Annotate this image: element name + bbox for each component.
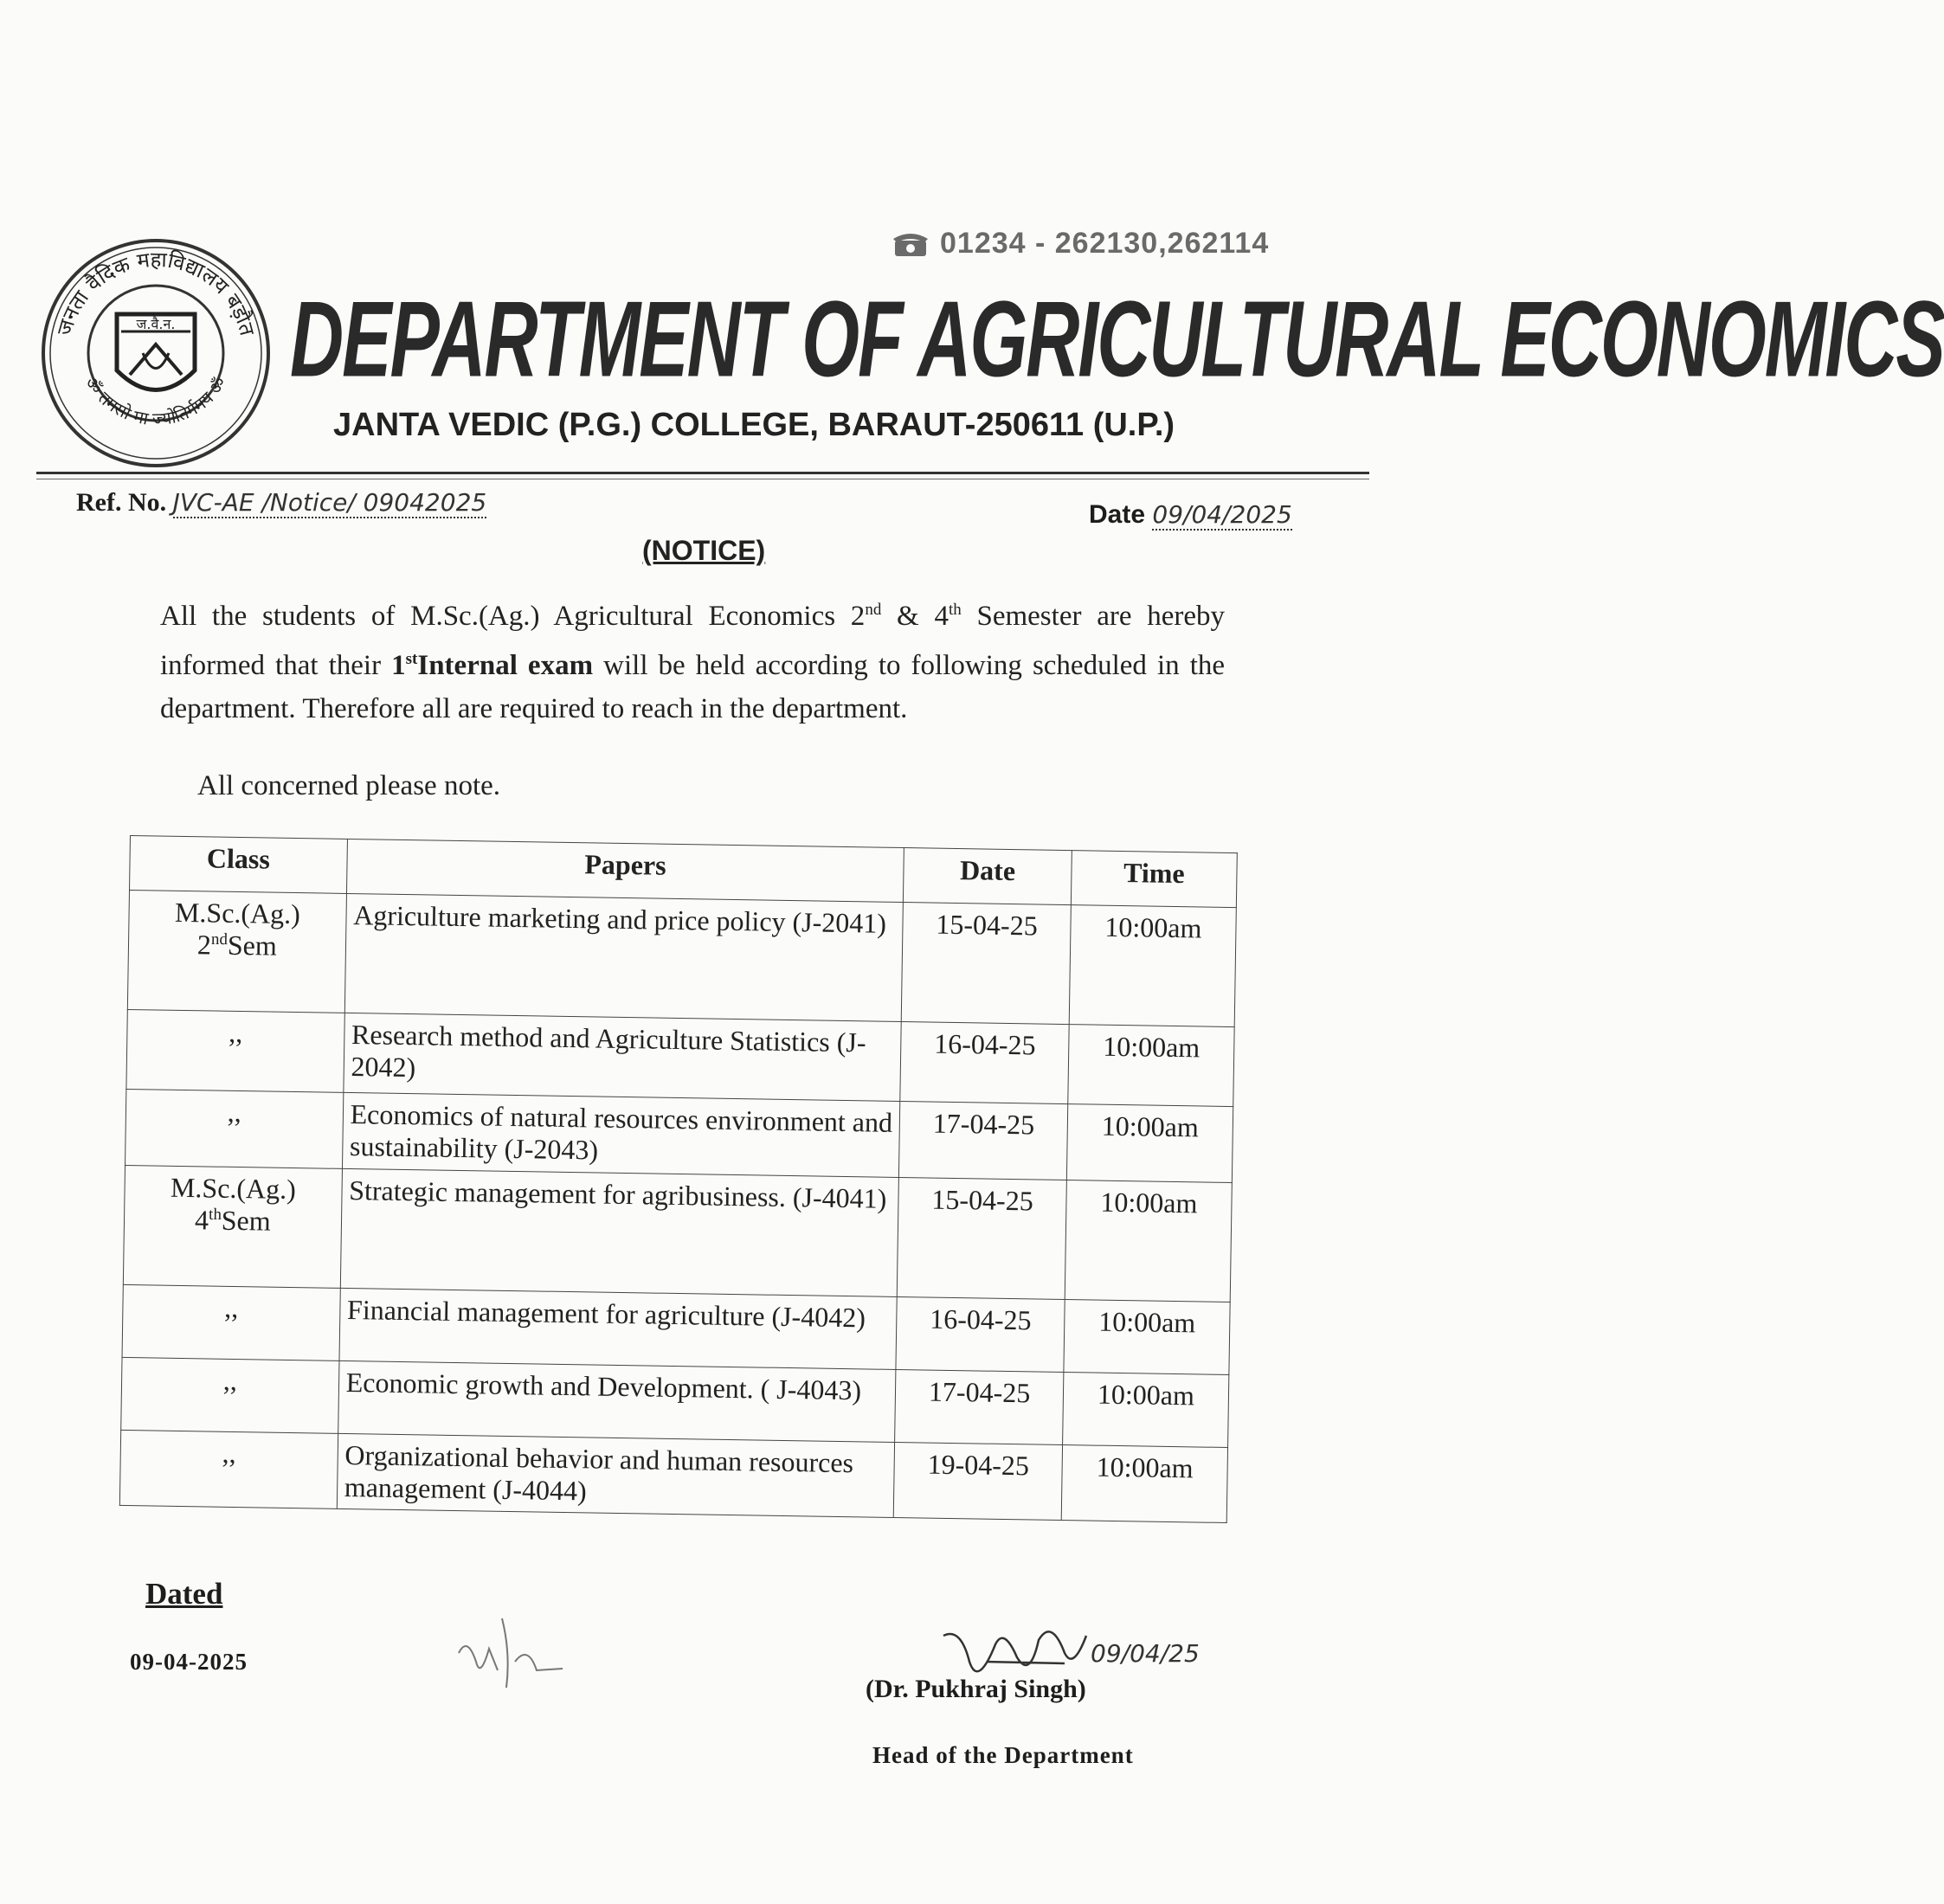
paper-cell: Agriculture marketing and price policy (J-2041) (344, 893, 904, 1021)
hod-title: Head of the Department (872, 1742, 1134, 1768)
logo-bottom-text: ॐ तमसो मा ज्योतिर्गमय ॐ (80, 373, 231, 430)
date-cell: 15-04-25 (902, 903, 1072, 1025)
class-cell (123, 1165, 342, 1288)
time-cell: 10:00am (1065, 1180, 1232, 1303)
date-value: 09/04/2025 (1152, 500, 1292, 529)
class-cell (127, 891, 346, 1013)
header-time: Time (1071, 851, 1237, 908)
date-cell: 15-04-25 (898, 1178, 1067, 1300)
class-name: M.Sc.(Ag.) (174, 896, 301, 930)
date-cell: 17-04-25 (899, 1102, 1068, 1180)
header-date: Date (904, 848, 1072, 905)
date-cell: 19-04-25 (894, 1442, 1063, 1520)
ref-value: JVC-AE /Notice/ 09042025 (172, 488, 487, 517)
paper-cell: Organizational behavior and human resources management (J-4044) (337, 1433, 895, 1517)
date-label: Date (1089, 500, 1146, 529)
header-papers: Papers (346, 839, 904, 902)
ditto-cell: ,, (122, 1284, 340, 1360)
logo-center-text: ज.वै.न. (136, 316, 176, 332)
ref-label: Ref. No. (76, 488, 167, 517)
sup-th: th (948, 601, 962, 619)
body-text-4: will be held according to following scheduled in the department. Therefore all are required to reach in the department. (160, 650, 1226, 724)
header-class: Class (130, 836, 348, 894)
hod-name: (Dr. Pukhraj Singh) (866, 1675, 1086, 1703)
phone-number (892, 227, 1269, 261)
initials-signature (450, 1601, 589, 1705)
paper-cell: Financial management for agriculture (J-4042) (339, 1288, 898, 1369)
date-cell: 16-04-25 (896, 1296, 1065, 1372)
body-text-1: All the students of M.Sc.(Ag.) Agricultural Economics 2 (160, 601, 866, 632)
notice-title: (NOTICE) (642, 535, 766, 566)
time-cell: 10:00am (1069, 905, 1236, 1027)
dated-label: Dated (145, 1577, 223, 1611)
sup-nd: nd (865, 601, 882, 619)
exam-schedule-table (119, 835, 1238, 1523)
date-cell: 16-04-25 (900, 1022, 1069, 1104)
telephone-icon (892, 230, 930, 258)
ditto-cell: ,, (121, 1357, 339, 1433)
class-name: M.Sc.(Ag.) (170, 1171, 297, 1206)
dated-value: 09-04-2025 (130, 1649, 248, 1675)
signature-date: 09/04/25 (1091, 1639, 1200, 1668)
table-row (127, 891, 1236, 1027)
body-text-2: & 4 (881, 601, 949, 632)
logo-top-text: जनता वैदिक महाविद्यालय बड़ौत (52, 247, 260, 338)
time-cell: 10:00am (1061, 1445, 1227, 1523)
paper-cell: Economic growth and Development. ( J-4043) (338, 1360, 896, 1442)
college-address: JANTA VEDIC (P.G.) COLLEGE, BARAUT-250611 (U.P.) (333, 407, 1175, 443)
ditto-cell: ,, (126, 1009, 344, 1092)
department-title: DEPARTMENT OF AGRICULTURAL ECONOMICS (290, 279, 1944, 400)
time-cell: 10:00am (1068, 1025, 1235, 1107)
body-text-3: Semester are hereby informed that their (160, 601, 1225, 681)
notice-body (160, 589, 1225, 730)
time-cell: 10:00am (1062, 1373, 1228, 1448)
college-seal-logo (35, 232, 277, 474)
semester: 2ndSem (196, 929, 278, 962)
exam-label: 1stInternal exam (391, 650, 594, 681)
paper-cell: Economics of natural resources environment and sustainability (J-2043) (342, 1092, 900, 1177)
date-cell: 17-04-25 (895, 1369, 1064, 1444)
reference-number (76, 488, 486, 518)
ditto-cell: ,, (119, 1430, 338, 1508)
concerned-note: All concerned please note. (197, 770, 501, 801)
table-row (123, 1165, 1232, 1302)
paper-cell: Strategic management for agribusiness. (J-4041) (340, 1168, 899, 1296)
paper-cell: Research method and Agriculture Statistics (J-2042) (344, 1013, 902, 1101)
ditto-cell: ,, (126, 1089, 344, 1168)
semester: 4thSem (194, 1204, 271, 1237)
time-cell: 10:00am (1064, 1300, 1230, 1375)
svg-text:ॐ तमसो मा ज्योतिर्गमय ॐ (81, 373, 231, 429)
time-cell: 10:00am (1066, 1104, 1233, 1183)
phone-text: 01234 - 262130,262114 (940, 227, 1270, 260)
notice-date (1089, 500, 1292, 530)
header-rule (36, 472, 1369, 474)
